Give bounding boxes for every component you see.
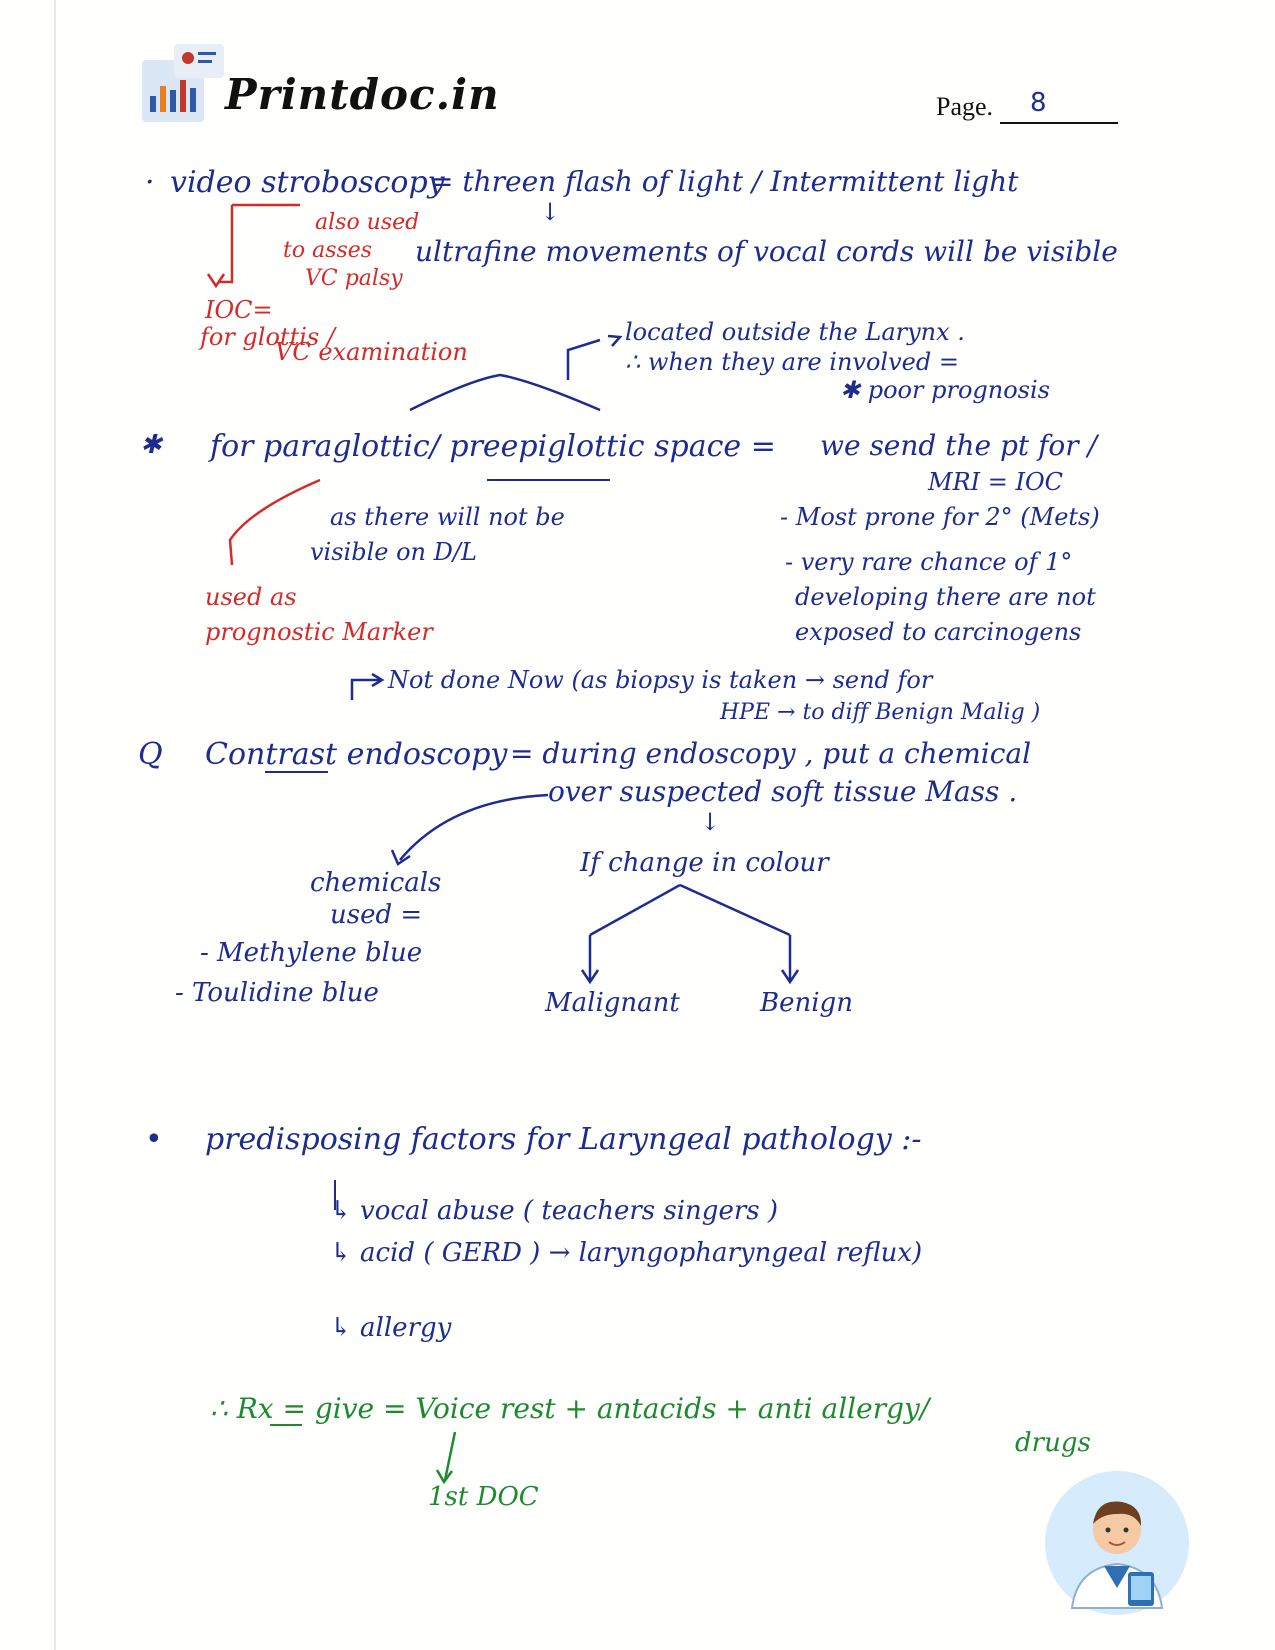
first-doc-note: 1st DOC [428, 1482, 539, 1512]
ioc-line: VC examination [275, 338, 468, 366]
stroboscopy-definition: = threen flash of light / Intermittent light [430, 165, 1019, 198]
contrast-definition: over suspected soft tissue Mass . [548, 775, 1018, 808]
not-done-note: Not done Now (as biopsy is taken → send for [388, 666, 933, 694]
prognosis-note: ✱ poor prognosis [840, 376, 1050, 404]
predisposing-item: ↳ allergy [330, 1313, 452, 1343]
red-note-line: also used [315, 210, 420, 235]
page-number-underline [1000, 122, 1118, 124]
contrast-definition: = during endoscopy , put a chemical [510, 737, 1032, 770]
down-arrow-icon: ↓ [540, 198, 561, 226]
predisposing-item: ↳ vocal abuse ( teachers singers ) [330, 1196, 779, 1226]
send-note: we send the pt for / [820, 429, 1098, 462]
stroboscopy-result: ultrafine movements of vocal cords will be visible [415, 235, 1118, 268]
contrast-term: Contrast endoscopy [205, 737, 508, 772]
question-marker: Q [138, 737, 163, 772]
spaces-main: for paraglottic/ preepiglottic space = [210, 429, 776, 464]
predisposing-title: predisposing factors for Laryngeal pathology :- [205, 1122, 922, 1157]
chemical-item: - Toulidine blue [175, 978, 379, 1008]
red-note-line: VC palsy [305, 266, 403, 291]
prone-note: - Most prone for 2° (Mets) [780, 503, 1100, 531]
prone-note: developing there are not [795, 583, 1096, 611]
stroboscopy-term: video stroboscopy [170, 165, 445, 200]
located-outside-note: located outside the Larynx . [625, 318, 965, 346]
bullet: · [145, 165, 155, 200]
predisposing-item: ↳ acid ( GERD ) → laryngopharyngeal reflux) [330, 1238, 923, 1268]
marker-note: prognostic Marker [205, 618, 433, 646]
benign-label: Benign [760, 988, 853, 1018]
doctor-avatar-icon [1042, 1468, 1192, 1618]
malignant-label: Malignant [545, 988, 680, 1018]
red-note-line: to asses [283, 238, 373, 263]
scan-edge [54, 0, 56, 1650]
chemicals-note: chemicals [310, 868, 442, 898]
ioc-line: IOC= [205, 296, 273, 324]
page-label: Page. [936, 92, 994, 121]
marker-note: used as [205, 583, 297, 611]
down-arrow-icon: ↓ [700, 808, 721, 836]
not-done-note: HPE → to diff Benign Malig ) [720, 700, 1041, 725]
treatment-line: drugs [1015, 1428, 1091, 1458]
prone-note: - very rare chance of 1° [785, 548, 1073, 576]
treatment-line: ∴ Rx = give = Voice rest + antacids + anti allergy/ [210, 1392, 930, 1425]
page-number: 8 [1030, 88, 1047, 118]
not-visible-note: as there will not be [330, 503, 565, 531]
colour-change-note: If change in colour [580, 848, 829, 878]
bullet: • [145, 1122, 163, 1157]
chemicals-note: used = [330, 900, 423, 930]
printdoc-logo-icon [136, 40, 236, 130]
chemical-item: - Methylene blue [200, 938, 423, 968]
mri-note: MRI = IOC [928, 468, 1064, 496]
ioc-line: for glottis / [200, 323, 335, 351]
involved-note: ∴ when they are involved = [625, 348, 959, 376]
prone-note: exposed to carcinogens [795, 618, 1082, 646]
brand-title: Printdoc.in [225, 70, 500, 119]
not-visible-note: visible on D/L [310, 538, 477, 566]
star-icon: ✱ [140, 430, 162, 460]
